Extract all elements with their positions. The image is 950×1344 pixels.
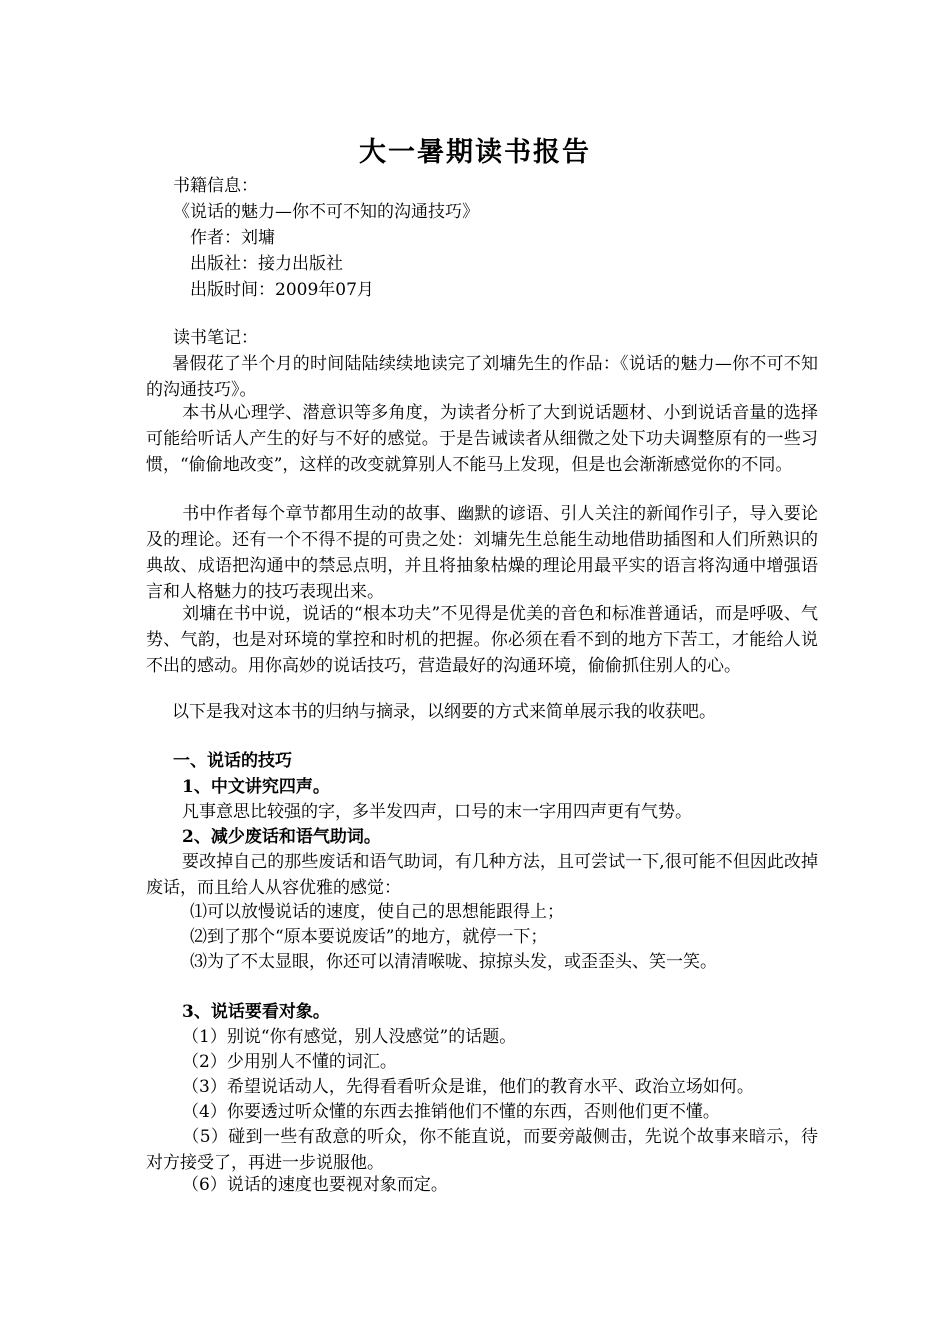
list-item-text: （5）碰到一些有敌意的听众，你不能直说，而要旁敲侧击，先说个故事来暗示，待对方接受了，再进一步说服他。	[146, 1127, 818, 1173]
section-heading: 一、说话的技巧	[173, 751, 292, 771]
list-item: （6）说话的速度也要视对象而定。	[182, 1175, 448, 1195]
book-pub-date: 出版时间：2009年07月	[190, 280, 374, 300]
book-info-label: 书籍信息：	[173, 176, 258, 196]
item-paragraph	[146, 849, 818, 901]
list-item: ⑶为了不太显眼，你还可以清清喉咙、掠掠头发，或歪歪头、笑一笑。	[190, 952, 717, 972]
item-text: 凡事意思比较强的字，多半发四声，口号的末一字用四声更有气势。	[182, 802, 692, 822]
item-heading: 3、说话要看对象。	[182, 1002, 330, 1022]
notes-paragraph-text: 刘墉在书中说，说话的“根本功夫”不见得是优美的音色和标准普通话，而是呼吸、气势、气韵，也是对环境的掌控和时机的把握。你必须在看不到的地方下苦工，才能给人说不出的感动。用你高妙的说话技巧，营造最好的沟通环境，偷偷抓住别人的心。	[146, 604, 818, 676]
list-item-wrapped	[146, 1124, 818, 1176]
book-title: 《说话的魅力—你不可不知的沟通技巧》	[173, 202, 479, 222]
list-item: （2）少用别人不懂的词汇。	[182, 1052, 397, 1072]
book-author: 作者：刘墉	[190, 228, 275, 248]
notes-paragraph-5	[146, 699, 818, 725]
notes-paragraph-2	[146, 400, 818, 478]
notes-paragraph-text: 暑假花了半个月的时间陆陆续续地读完了刘墉先生的作品：《说话的魅力—你不可不知的沟通技巧》。	[146, 354, 818, 400]
notes-label: 读书笔记：	[173, 328, 258, 348]
list-item: ⑴可以放慢说话的速度，使自己的思想能跟得上；	[190, 902, 564, 922]
list-item: （3）希望说话动人，先得看看听众是谁，他们的教育水平、政治立场如何。	[182, 1077, 754, 1097]
notes-paragraph-text: 书中作者每个章节都用生动的故事、幽默的谚语、引人关注的新闻作引子，导入要论及的理论。还有一个不得不提的可贵之处：刘墉先生总能生动地借助插图和人们所熟识的典故、成语把沟通中的禁忌点明，并且将抽象枯燥的理论用最平实的语言将沟通中增强语言和人格魅力的技巧表现出来。	[146, 504, 818, 602]
notes-paragraph-3	[146, 501, 818, 605]
list-item: （4）你要透过听众懂的东西去推销他们不懂的东西，否则他们更不懂。	[182, 1102, 720, 1122]
list-item: ⑵到了那个“原本要说废话”的地方，就停一下；	[190, 927, 548, 947]
item-paragraph-text: 要改掉自己的那些废话和语气助词，有几种方法，且可尝试一下,很可能不但因此改掉废话，而且给人从容优雅的感觉：	[146, 852, 818, 898]
notes-paragraph-4	[146, 601, 818, 679]
list-item: （1）别说“你有感觉，别人没感觉”的话题。	[182, 1027, 517, 1047]
notes-paragraph-text: 本书从心理学、潜意识等多角度，为读者分析了大到说话题材、小到说话音量的选择可能给听话人产生的好与不好的感觉。于是告诫读者从细微之处下功夫调整原有的一些习惯，“偷偷地改变”，这样的改变就算别人不能马上发现，但是也会渐渐感觉你的不同。	[146, 403, 818, 475]
page-title: 大一暑期读书报告	[359, 137, 591, 168]
notes-paragraph-1	[146, 351, 818, 403]
item-heading: 2、减少废话和语气助词。	[182, 827, 381, 847]
notes-paragraph-text: 以下是我对这本书的归纳与摘录，以纲要的方式来简单展示我的收获吧。	[172, 702, 716, 722]
item-heading: 1、中文讲究四声。	[182, 777, 330, 797]
book-publisher: 出版社：接力出版社	[190, 254, 343, 274]
